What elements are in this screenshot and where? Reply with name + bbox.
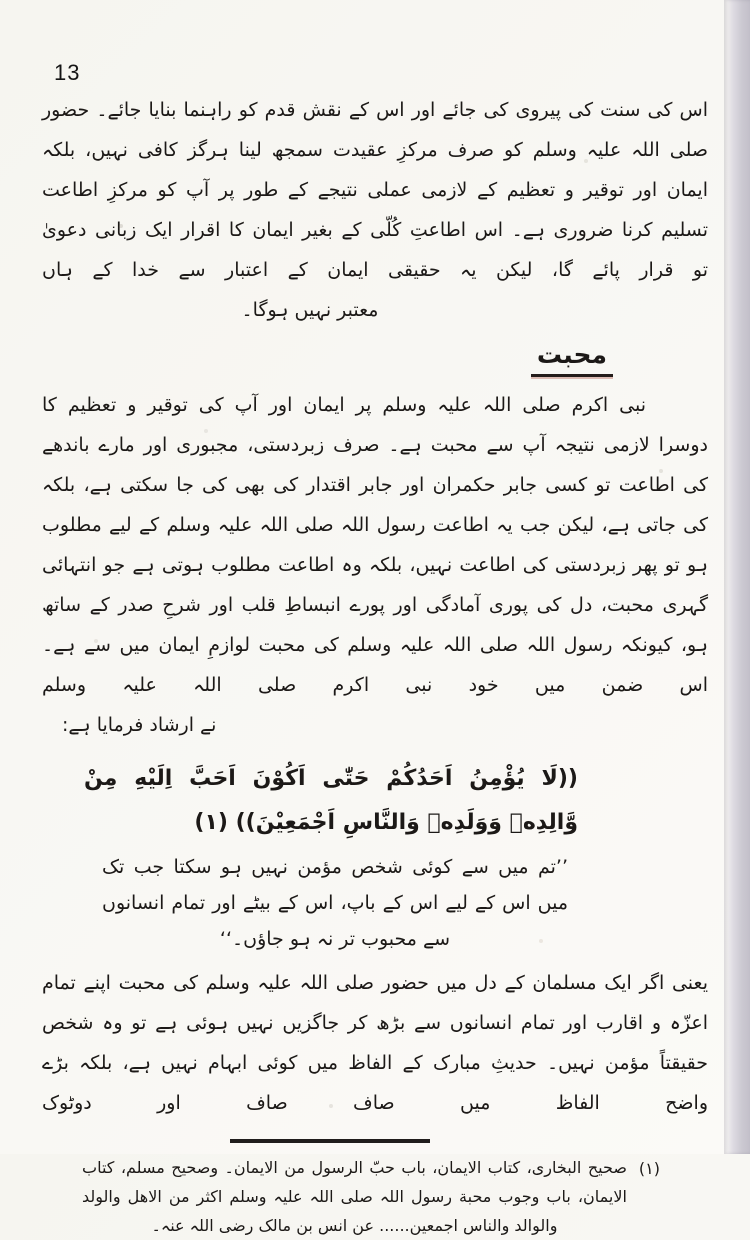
quote-lead-in: نے ارشاد فرمایا ہے: <box>62 714 217 736</box>
page-content <box>42 90 708 1240</box>
body-paragraph-3: یعنی اگر ایک مسلمان کے دل میں حضور صلی اللہ علیہ وسلم کی محبت اپنے تمام اعزّہ و اقارب اور تمام انسانوں سے بڑھ کر جاگزیں نہیں ہوئی ہے تو وہ شخص حقیقتاً مؤمن نہیں۔ حدیثِ مبارک کے الفاظ میں کوئی ابہام نہیں ہے، بلکہ بڑے واضح الفاظ میں صاف صاف اور دوٹوک <box>42 972 708 1114</box>
body-paragraph-2: نبی اکرم صلی اللہ علیہ وسلم پر ایمان اور آپ کی توقیر و تعظیم کا دوسرا لازمی نتیجہ آپ سے محبت ہے۔ صرف زبردستی، مجبوری اور مارے باندھے کی اطاعت تو کسی جابر حکمران اور جابر اقتدار کی بھی کی جا سکتی ہے، بلکہ کی جاتی ہے، لیکن جب یہ اطاعت رسول اللہ صلی اللہ علیہ وسلم کے لیے مطلوب ہو تو پھر زبردستی کی اطاعت نہیں، بلکہ وہ اطاعت مطلوب ہوتی ہے جو انتہائی گہری محبت، دل کی پوری آمادگی اور پورے انبساطِ قلب اور شرحِ صدر کے ساتھ ہو، کیونکہ رسول اللہ صلی اللہ علیہ وسلم کی محبت لوازمِ ایمان میں سے ہے۔ اس ضمن میں خود نبی اکرم صلی اللہ علیہ وسلم <box>42 394 708 696</box>
footnote-marker: (۱) <box>638 1159 660 1178</box>
section-heading-mohabbat: محبت <box>531 340 613 377</box>
section-heading-wrap <box>42 340 613 377</box>
footnote <box>82 1153 660 1240</box>
hadith-arabic-quote: ((لَا يُؤْمِنُ اَحَدُكُمْ حَتّٰى اَكُوْنَ اَحَبَّ اِلَيْهِ مِنْ وَّالِدِهٖ وَوَلَدِهٖ وَالنَّاسِ اَجْمَعِيْنَ)) (۱) <box>84 766 578 835</box>
right-edge-scan-shadow <box>724 0 750 1154</box>
page-number: 13 <box>54 60 81 85</box>
footnote-citation-text: صحیح البخاری، کتاب الایمان، باب حبّ الرسول من الایمان۔ وصحیح مسلم، کتاب الایمان، باب وجوب محبة رسول اللہ صلی اللہ علیہ وسلم اکثر من الاهل والولد والوالد والناس اجمعین...... عن انس بن مالک رضی اللہ عنہ۔ <box>82 1158 627 1235</box>
body-paragraph-1: اس کی سنت کی پیروی کی جائے اور اس کے نقش قدم کو راہنما بنایا جائے۔ حضور صلی اللہ علیہ وسلم کو صرف مرکزِ عقیدت سمجھ لینا ہرگز کافی نہیں، بلکہ ایمان اور توقیر و تعظیم کے لازمی عملی نتیجے کے طور پر آپ کو مرکزِ اطاعت تسلیم کرنا ضروری ہے۔ اس اطاعتِ کُلّی کے بغیر ایمان کا اقرار ایک زبانی دعویٰ تو قرار پائے گا، لیکن یہ حقیقی ایمان کے اعتبار سے خدا کے ہاں <box>42 99 708 281</box>
footnote-divider-rule <box>230 1139 430 1143</box>
paragraph-1-last-line: معتبر نہیں ہوگا۔ <box>241 299 379 321</box>
scan-noise-speckles <box>0 0 2 2</box>
hadith-urdu-translation: ’’تم میں سے کوئی شخص مؤمن نہیں ہو سکتا جب تک میں اس کے لیے اس کے باپ، اس کے بیٹے اور تمام انسانوں سے محبوب تر نہ ہو جاؤں۔‘‘ <box>102 856 568 950</box>
